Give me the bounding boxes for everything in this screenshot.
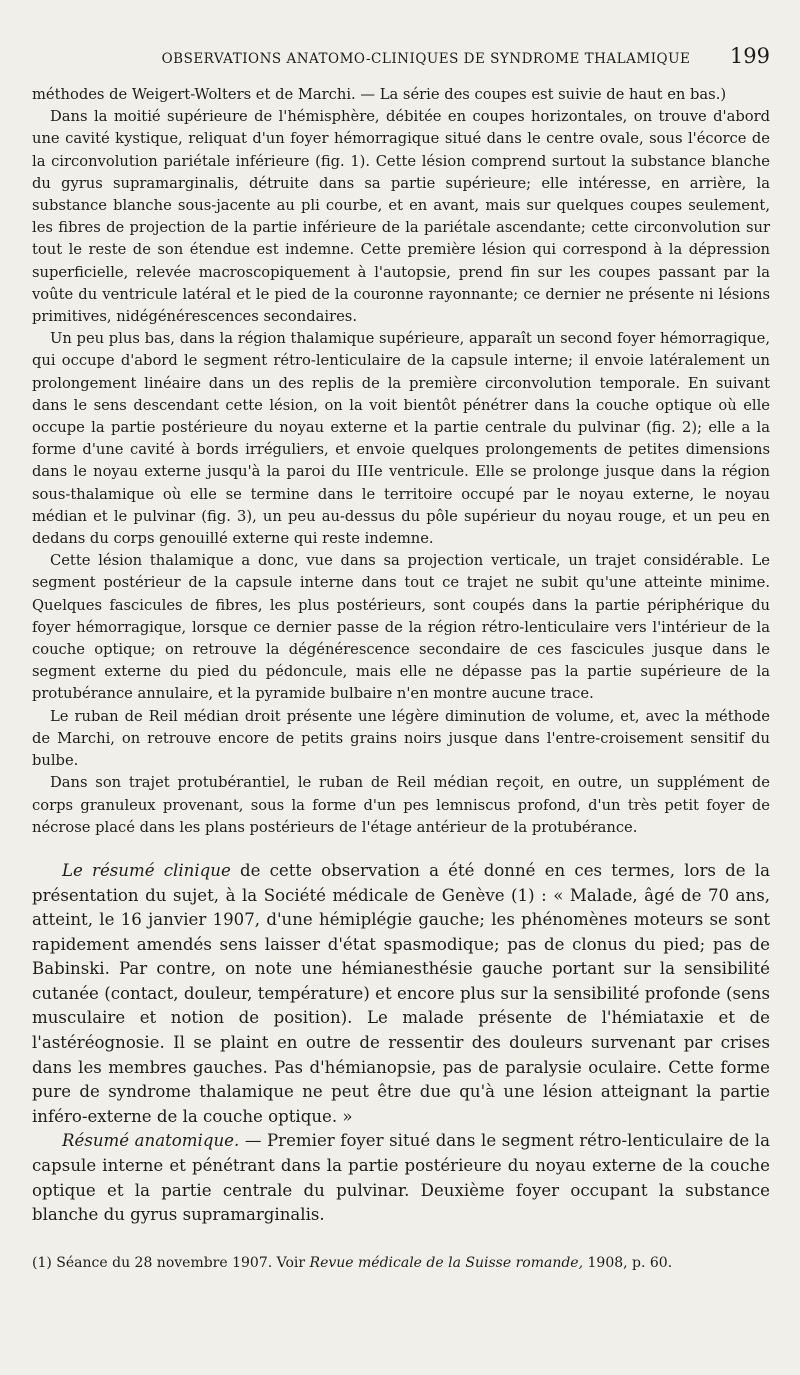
page-number: 199 [729, 44, 770, 68]
anatomical-summary-lead: Résumé anatomique. [62, 1131, 240, 1151]
paragraph: méthodes de Weigert-Wolters et de Marchi. — La série des coupes est suivie de haut en bas.) [32, 86, 727, 103]
clinical-summary-text: de cette observation a été donné en ces termes, lors de la présentation du sujet, à la Société médicale de Genève (1) : « Malade, âgé de 70 ans, atteint, le 16 janvier 1907, d'une hémiplégie gauche; les phénomènes moteurs se sont rapidement amendés sens laisser d'état spasmodique; pas de clonus du pied; pas de Babinski. Par contre, on note une hémianesthésie gauche portant sur la sensibilité cutanée (contact, douleur, température) et encore plus sur la sensibilité profonde (sens musculaire et notion de position). Le malade présente de l'hémiataxie et de l'astéréognosie. Il se plaint en outre de ressentir des douleurs survenant par crises dans les membres gauches. Pas d'hémianopsie, pas de paralysie oculaire. Cette forme pure de syndrome thalamique ne peut être due qu'à une lésion atteignant la partie inféro-externe de la couche optique. » [32, 860, 770, 1126]
footnote-marker: (1) [32, 1254, 52, 1271]
anatomical-summary [32, 1129, 770, 1227]
running-title: OBSERVATIONS ANATOMO-CLINIQUES DE SYNDROME THALAMIQUE [161, 51, 691, 67]
paragraph: Un peu plus bas, dans la région thalamique supérieure, apparaît un second foyer hémorragique, qui occupe d'abord le segment rétro-lenticulaire de la capsule interne; il envoie latéralement un prolongement linéaire dans un des replis de la première circonvolution temporale. En suivant dans le sens descendant cette lésion, on la voit bientôt pénétrer dans la couche optique où elle occupe la partie postérieure du noyau externe et la partie centrale du pulvinar (fig. 2); elle a la forme d'une cavité à bords irréguliers, et envoie quelques prolongements de petites dimensions dans le noyau externe jusqu'à la paroi du IIIe ventricule. Elle se prolonge jusque dans la région sous-thalamique où elle se termine dans le territoire occupé par le noyau externe, le noyau médian et le pulvinar (fig. 3), un peu au-dessus du pôle supérieur du noyau rouge, et un peu en dedans du corps genouillé externe qui reste indemne. [32, 330, 770, 548]
running-head [32, 44, 770, 84]
paragraph: Cette lésion thalamique a donc, vue dans sa projection verticale, un trajet considérable. Le segment postérieur de la capsule interne dans tout ce trajet ne subit qu'une atteinte minime. Quelques fascicules de fibres, les plus postérieurs, sont coupés dans la partie périphérique du foyer hémorragique, lorsque ce dernier passe de la région rétro-lenticulaire vers l'intérieur de la couche optique; on retrouve la dégénérescence secondaire de ces fascicules jusque dans le segment externe du pied du pédoncule, mais elle ne dépasse pas la partie supérieure de la protubérance annulaire, et la pyramide bulbaire n'en montre aucune trace. [32, 552, 770, 703]
anatomical-findings [32, 84, 770, 839]
paragraph: Dans la moitié supérieure de l'hémisphère, débitée en coupes horizontales, on trouve d'abord une cavité kystique, reliquat d'un foyer hémorragique situé dans le centre ovale, sous l'écorce de la circonvolution pariétale inférieure (fig. 1). Cette lésion comprend surtout la substance blanche du gyrus supramarginalis, détruite dans sa partie supérieure; elle intéresse, en arrière, la substance blanche sous-jacente au pli courbe, et en avant, mais sur quelques coupes seulement, les fibres de projection de la partie inférieure de la pariétale ascendante; cette circonvolution sur tout le reste de son étendue est indemne. Cette première lésion qui correspond à la dépression superficielle, relevée macroscopiquement à l'autopsie, prend fin sur les coupes passant par la voûte du ventricule latéral et le pied de la couronne rayonnante; ce dernier ne présente ni lésions primitives, nidégénérescences secondaires. [32, 108, 770, 326]
footnote [32, 1254, 770, 1272]
paragraph: Dans son trajet protubérantiel, le ruban de Reil médian reçoit, en outre, un supplément de corps granuleux provenant, sous la forme d'un pes lemniscus profond, d'un très petit foyer de nécrose placé dans les plans postérieurs de l'étage antérieur de la protubérance. [32, 774, 770, 836]
footnote-journal: Revue médicale de la Suisse romande, [309, 1254, 584, 1271]
footnote-text-end: 1908, p. 60. [587, 1254, 673, 1271]
paragraph: Le ruban de Reil médian droit présente une légère diminution de volume, et, avec la méthode de Marchi, on retrouve encore de petits grains noirs jusque dans l'entre-croisement sensitif du bulbe. [32, 707, 770, 770]
anatomical-summary-text: — Premier foyer situé dans le segment rétro-lenticulaire de la capsule interne et pénétrant dans la partie postérieure du noyau externe de la couche optique et la partie centrale du pulvinar. Deuxième foyer occupant la substance blanche du gyrus supramarginalis. [32, 1131, 770, 1225]
footnote-text: Séance du 28 novembre 1907. Voir [56, 1254, 306, 1271]
clinical-summary [32, 859, 770, 1130]
summaries [32, 859, 770, 1228]
clinical-summary-lead: Le résumé clinique [62, 860, 231, 880]
